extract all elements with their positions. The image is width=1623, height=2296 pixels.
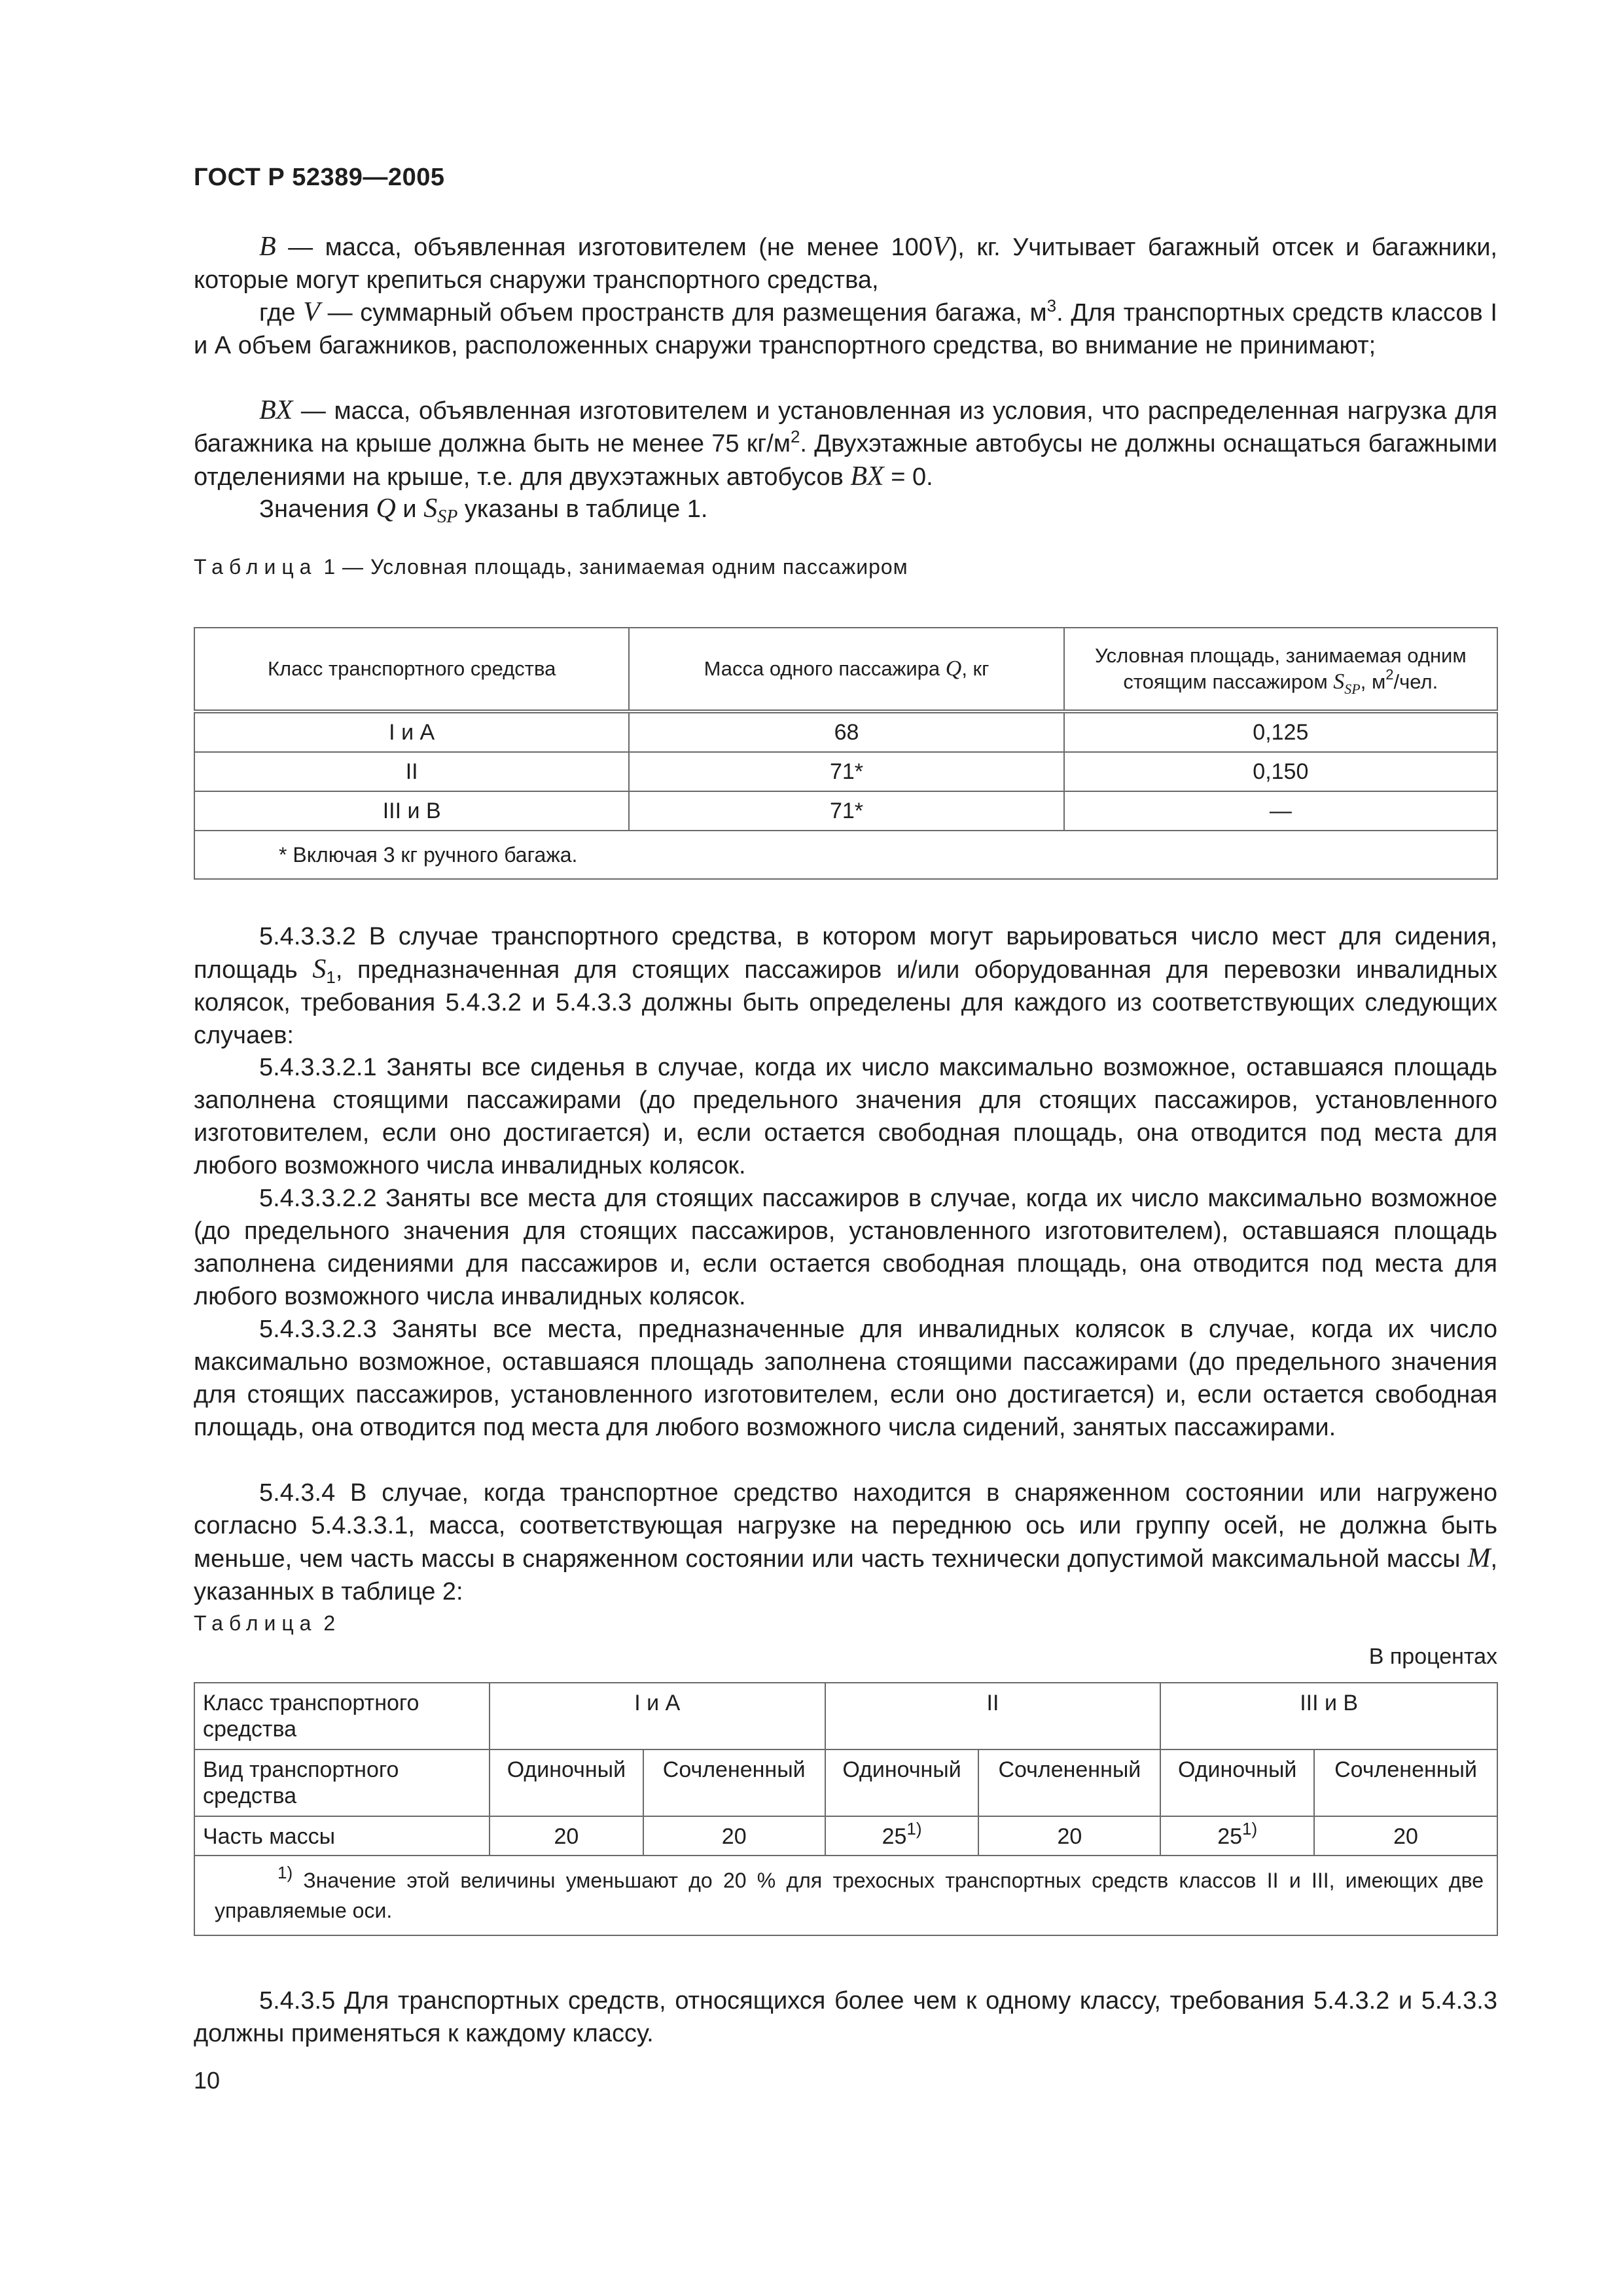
paragraph-b-mass: B — масса, объявленная изготовителем (не менее 100V), кг. Учитывает багажный отсек и багажники, которые могут крепиться снаружи транспортного средства, — [194, 232, 1497, 294]
paragraph-values-ref: Значения Q и $S_{SP}$ указаны в таблице 1. — [259, 493, 708, 527]
table2-row-label-class: Класс транспортного средства — [194, 1683, 490, 1749]
table2-row-label-share: Часть массы — [194, 1816, 490, 1856]
table2-unit: В процентах — [1368, 1644, 1497, 1669]
table-row: III и B 71* — — [194, 791, 1497, 831]
table2-footnote: $^{1)}$ Значение этой величины уменьшают до 20 % для трехосных транспортных средств классов II и III, имеющих две управляемые оси. — [194, 1856, 1497, 1935]
paragraph-5-4-3-3-2: 5.4.3.3.2 В случае транспортного средства, в котором могут варьироваться число мест для сидения, площадь $S_1$, предназначенная для стоящих пассажиров и/или оборудованная для перевозки инвалидных колясок, требования 5.4.3.2 и 5.4.3.3 должны быть определены для каждого из соответствующих следующих случаев: — [194, 923, 1497, 1049]
var-b: B — [259, 232, 276, 262]
table-passenger-area — [194, 627, 1498, 880]
page-number: 10 — [194, 2067, 221, 2094]
table-row: II 71* 0,150 — [194, 752, 1497, 791]
table-axle-mass-share: Класс транспортного средства I и A II III и B Вид транспортного средства Одиночный Сочлененный Одиночный Сочлененный Одиночный Сочлененный Часть массы 20 20 25$^{1)}$ 20 25$^{1)}$ 20 $^{1)}$ Значение этой величины уменьшают до 20 % для трехосных транспортных средств классов II и III, имеющих две управляемые оси. — [194, 1682, 1498, 1936]
paragraph-v-volume: где V — суммарный объем пространств для размещения багажа, $м^3$. Для транспортных средств классов I и А объем багажников, расположенных снаружи транспортного средства, во внимание не принимают; — [194, 296, 1497, 359]
paragraph-5-4-3-5: 5.4.3.5 Для транспортных средств, относящихся более чем к одному классу, требования 5.4.3.2 и 5.4.3.3 должны применяться к каждому классу. — [194, 1987, 1497, 2047]
paragraph-5-4-3-3-2-2: 5.4.3.3.2.2 Заняты все места для стоящих пассажиров в случае, когда их число максимально возможное (до предельного значения для стоящих пассажиров, установленного изготовителем), оставшаяся площадь заполнена сидениями для пассажиров и, если остается свободная площадь, она отводится под места для любого возможного числа инвалидных колясок. — [194, 1185, 1497, 1310]
table2-row-label-kind: Вид транспортного средства — [194, 1749, 490, 1816]
table1-caption: Таблица 1 — Условная площадь, занимаемая одним пассажиром — [194, 555, 908, 579]
paragraph-5-4-3-3-2-1: 5.4.3.3.2.1 Заняты все сиденья в случае, когда их число максимально возможное, оставшаяся площадь заполнена стоящими пассажирами (до предельного значения для стоящих пассажиров, установленного изготовителем, если оно достигается) и, если остается свободная площадь, она отводится под места для любого возможного числа инвалидных колясок. — [194, 1054, 1497, 1179]
table1-header-mass: Масса одного пассажира Q, кг — [629, 628, 1063, 711]
table-row: I и A 68 0,125 — [194, 711, 1497, 752]
paragraph-bx-mass: BX — масса, объявленная изготовителем и установленная из условия, что распределенная нагрузка для багажника на крыше должна быть не менее 75 $кг/м^2$. Двухэтажные автобусы не должны оснащаться багажными отделениями на крыше, т.е. для двухэтажных автобусов BX = 0. — [194, 395, 1497, 492]
paragraph-5-4-3-3-2-3: 5.4.3.3.2.3 Заняты все места, предназначенные для инвалидных колясок в случае, когда их число максимально возможное, оставшаяся площадь заполнена стоящими пассажирами (до предельного значения для стоящих пассажиров, установленного изготовителем, если оно достигается) и, если остается свободная площадь, она отводится под места для любого возможного числа сидений, занятых пассажирами. — [194, 1316, 1497, 1441]
document-header: ГОСТ Р 52389—2005 — [194, 164, 445, 191]
table2-caption: Таблица 2 — [194, 1611, 336, 1635]
table1-header-area: Условная площадь, занимаемая одним стоящим пассажиром $S_{SP}$, $м^2$/чел. — [1064, 628, 1497, 711]
table1-footnote: * Включая 3 кг ручного багажа. — [194, 831, 1497, 879]
paragraph-5-4-3-4: 5.4.3.4 В случае, когда транспортное средство находится в снаряженном состоянии или нагружено согласно 5.4.3.3.1, масса, соответствующая нагрузке на переднюю ось или группу осей, не должна быть меньше, чем часть массы в снаряженном состоянии или часть технически допустимой максимальной массы M, указанных в таблице 2: — [194, 1479, 1497, 1605]
table-row: Часть массы 20 20 25$^{1)}$ 20 25$^{1)}$ 20 — [194, 1816, 1497, 1856]
table1-header-class: Класс транспортного средства — [194, 628, 629, 711]
